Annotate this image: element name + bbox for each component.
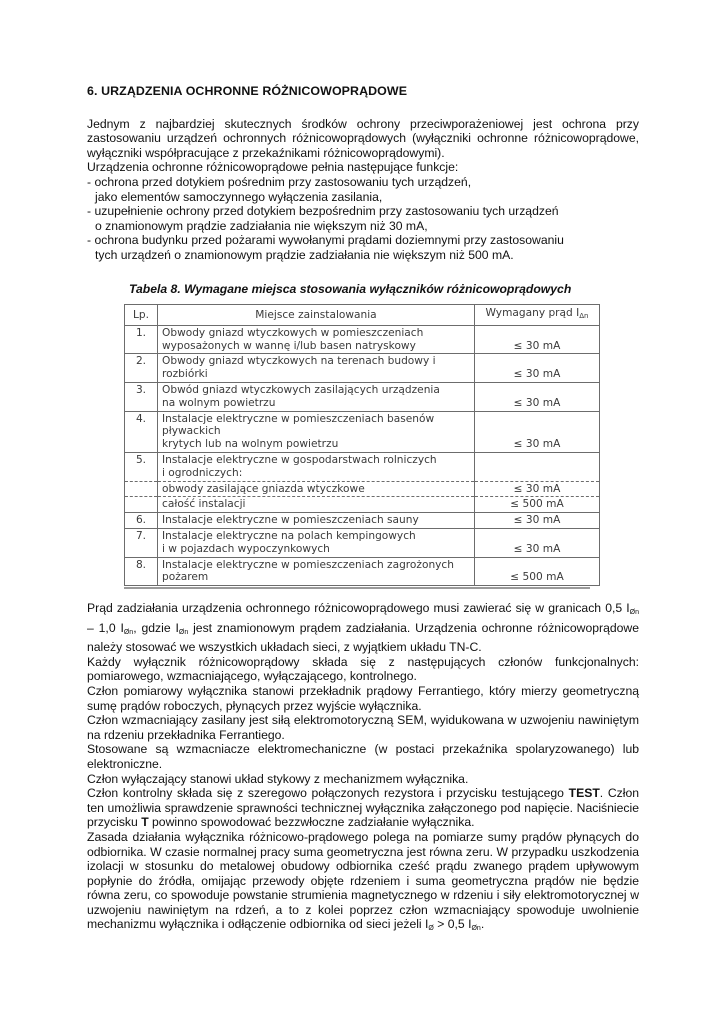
document-page: [87, 84, 639, 263]
scanned-table: [124, 304, 600, 591]
header-current-label: Wymagany prąd I: [485, 307, 580, 319]
body-text: [87, 601, 639, 937]
row-value: ≤ 500 mA: [475, 557, 600, 586]
subscript: Øn: [178, 628, 189, 636]
function-item-3-line1: - ochrona budynku przed pożarami wywołanymi prądami doziemnymi przy zastosowaniu: [87, 233, 564, 248]
body-paragraph-5: Stosowane są wzmacniacze elektromechaniczne (w postaci przekaźnika spolaryzowanego) lub elektroniczne.: [87, 742, 639, 771]
text-run: > 0,5 I: [433, 917, 472, 932]
row-place-line1: Obwody gniazd wtyczkowych w pomieszczeniach: [162, 326, 424, 339]
function-item-2-line1: - uzupełnienie ochrony przed dotykiem bezpośrednim przy zastosowaniu tych urządzeń: [87, 204, 559, 219]
row-place: [158, 557, 475, 586]
subscript: Øn: [471, 925, 481, 933]
row-lp: 3.: [125, 382, 158, 411]
table-row: [125, 411, 600, 452]
table-row: [125, 325, 600, 354]
function-item-1-line1: - ochrona przed dotykiem pośrednim przy zastosowaniu tych urządzeń,: [87, 174, 472, 189]
subscript: Øn: [123, 628, 134, 636]
row-value: [475, 452, 600, 481]
text-run: Człon kontrolny składa się z szeregowo połączonych rezystora i przycisku testującego: [87, 786, 569, 801]
table-bottom-rule: [124, 587, 590, 591]
row-lp: 4.: [125, 411, 158, 452]
row-place: [158, 382, 475, 411]
intro-paragraph: Jednym z najbardziej skutecznych środków ochrony przeciwporażeniowej jest ochrona przy zastosowaniu urządzeń ochronnych różnicowoprądowych (wyłączniki ochronne różnicowoprądowe, wyłączniki współpracujące z przekaźnikami różnicowoprądowymi).: [87, 116, 639, 160]
table-subrow: [125, 481, 600, 497]
row-place: [158, 452, 475, 481]
body-paragraph-8: [87, 830, 639, 937]
table-row: [125, 557, 600, 586]
row-place: całość instalacji: [158, 497, 475, 513]
row-place-line2: pożarem: [162, 571, 209, 584]
body-paragraph-2: Każdy wyłącznik różnicowoprądowy składa się z następujących członów funkcjonalnych: pomiarowego, wzmacniającego, wyłączającego, kontrolnego.: [87, 654, 639, 684]
subscript: Ø: [428, 925, 434, 933]
table-subrow: [125, 497, 600, 513]
requirements-table: [124, 304, 600, 586]
row-place-line2: i ogrodniczych:: [162, 466, 243, 479]
table-caption: Tabela 8. Wymagane miejsca stosowania wyłączników różnicowoprądowych: [129, 282, 572, 296]
row-lp: 1.: [125, 325, 158, 354]
row-place-line2: na wolnym powietrzu: [162, 396, 276, 409]
row-value: ≤ 30 mA: [475, 481, 600, 497]
row-lp: [125, 497, 158, 513]
row-place-line2: i w pojazdach wypoczynkowych: [162, 542, 330, 555]
row-place: [158, 528, 475, 557]
row-value: ≤ 30 mA: [475, 325, 600, 354]
row-place: Instalacje elektryczne w pomieszczeniach sauny: [158, 513, 475, 529]
row-value: ≤ 30 mA: [475, 513, 600, 529]
table-row: [125, 382, 600, 411]
row-place: [158, 325, 475, 354]
body-paragraph-6: Człon wyłączający stanowi układ stykowy z mechanizmem wyłącznika.: [87, 771, 469, 786]
body-paragraph-1: [87, 601, 639, 655]
table-row: [125, 513, 600, 529]
row-lp: 8.: [125, 557, 158, 586]
section-title: 6. URZĄDZENIA OCHRONNE RÓŻNICOWOPRĄDOWE: [87, 84, 408, 98]
table-header-row: [125, 305, 600, 326]
row-place: obwody zasilające gniazda wtyczkowe: [158, 481, 475, 497]
row-place-line1: Instalacje elektryczne na polach kempingowych: [162, 529, 416, 542]
text-run: , gdzie I: [133, 620, 179, 635]
row-value: ≤ 30 mA: [475, 382, 600, 411]
row-value: ≤ 30 mA: [475, 528, 600, 557]
row-lp: 6.: [125, 513, 158, 529]
row-place-line1: Obwód gniazd wtyczkowych zasilających urządzenia: [162, 383, 440, 396]
text-run: powinno spowodować bezzwłoczne zadziałanie wyłącznika.: [148, 815, 475, 830]
text-run: Zasada działania wyłącznika różnicowo-prądowego polega na pomiarze sumy prądów płynących do odbiornika. W czasie normalnej pracy suma geometryczna jest równa zeru. W przypadku uszkodzenia izolacji w stosunku do metalowej obudowy odbiornika cześć prądu zwanego prądem upływowym popłynie do źródła, omijając przewody objęte rdzeniem i suma geometryczna prądów nie będzie równa zeru, co spowoduje powstanie strumienia magnetycznego w rdzeniu i siły elektromotorycznej w uzwojeniu nawiniętym na rdzeń, a to z kolei poprzez człon wzmacniający spowoduje uwolnienie mechanizmu wyłącznika i odłączenie odbiornika od sieci jeżeli I: [87, 829, 639, 932]
functions-lead: Urządzenia ochronne różnicowoprądowe pełnia następujące funkcje:: [87, 160, 459, 175]
subscript: Øn: [629, 609, 639, 616]
row-lp: 7.: [125, 528, 158, 557]
table-row: [125, 452, 600, 481]
table-row: [125, 528, 600, 557]
functions-list: [87, 175, 639, 263]
header-current: [475, 305, 600, 326]
text-run: jest znamionowym prądem zadziałania. Urządzenia ochronne różnicowoprądowe należy stosować we wszystkich układach sieci, z wyjątkiem układu TN-C.: [87, 620, 639, 655]
row-place-line1: Instalacje elektryczne w gospodarstwach rolniczych: [162, 453, 437, 466]
text-run: Prąd zadziałania urządzenia ochronnego różnicowoprądowego musi zawierać się w granicach 0,5 I: [87, 601, 630, 615]
body-paragraph-4: Człon wzmacniający zasilany jest siłą elektromotoryczną SEM, wyidukowana w uzwojeniu nawiniętym na rdzeniu przekładnika Ferrantiego.: [87, 713, 639, 742]
text-run: – 1,0 I: [87, 620, 124, 635]
row-place: Obwody gniazd wtyczkowych na terenach budowy i rozbiórki: [158, 354, 475, 383]
body-paragraph-7: [87, 786, 639, 830]
row-place: [158, 411, 475, 452]
header-place: Miejsce zainstalowania: [158, 305, 475, 326]
row-value: ≤ 30 mA: [475, 411, 600, 452]
header-current-sub: Δn: [579, 312, 589, 320]
row-lp: [125, 481, 158, 497]
row-value: ≤ 500 mA: [475, 497, 600, 513]
text-run: .: [480, 917, 485, 932]
function-item-2-line2: o znamionowym prądzie zadziałania nie większym niż 30 mA,: [95, 218, 428, 233]
row-place-line2: wyposażonych w wannę i/lub basen natryskowy: [162, 339, 416, 352]
table-row: [125, 354, 600, 383]
row-place-line2: krytych lub na wolnym powietrzu: [162, 438, 339, 451]
row-lp: 5.: [125, 452, 158, 481]
function-item-1-line2: jako elementów samoczynnego wyłączenia zasilania,: [95, 189, 383, 204]
bold-run: TEST: [568, 786, 600, 801]
row-value: ≤ 30 mA: [475, 354, 600, 383]
header-lp: Lp.: [125, 305, 158, 326]
row-place-line1: Instalacje elektryczne w pomieszczeniach basenów pływackich: [162, 412, 435, 438]
row-place-line1: Instalacje elektryczne w pomieszczeniach zagrożonych: [162, 558, 454, 571]
row-lp: 2.: [125, 354, 158, 383]
body-paragraph-3: Człon pomiarowy wyłącznika stanowi przekładnik prądowy Ferrantiego, który mierzy geometryczną sumę prądów roboczych, płynących przez wyjście wyłącznika.: [87, 683, 639, 713]
text-run: . Człon ten umożliwia sprawdzenie sprawności technicznej wyłącznika załączonego pod napięcie. Naciśniecie przycisku: [87, 786, 640, 830]
bold-run: T: [141, 815, 149, 830]
function-item-3-line2: tych urządzeń o znamionowym prądzie zadziałania nie większym niż 500 mA.: [95, 247, 514, 262]
